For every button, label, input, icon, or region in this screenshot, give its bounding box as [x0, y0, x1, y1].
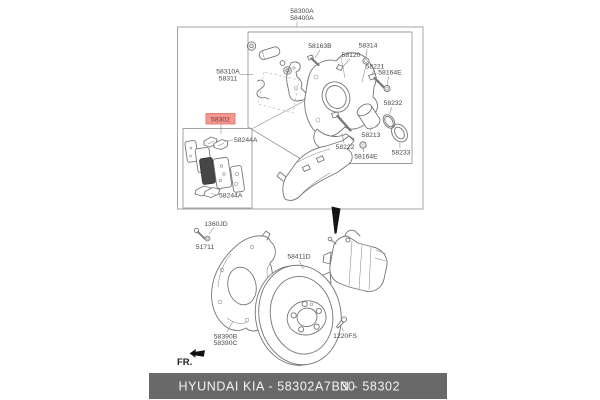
label-FR: FR.: [177, 357, 193, 368]
label-58120: 58120: [341, 52, 361, 59]
label-58232: 58232: [383, 100, 403, 107]
assembly-number-bottom: 58400A: [290, 15, 314, 22]
label-58163B: 58163B: [308, 43, 332, 50]
label-58164E-upper: 58164E: [378, 69, 402, 77]
leader-1220FS: [342, 328, 344, 332]
label-58310A: 58310A: [216, 68, 240, 76]
label-58244A-lower: 58244A: [219, 192, 243, 200]
brake-pad-kit-drawing: [185, 137, 245, 198]
caliper-assembly-body: [330, 236, 387, 291]
label-58244A-upper: 58244A: [234, 137, 258, 144]
label-51711: 51711: [195, 244, 215, 251]
mounting-bolt-drawing: [194, 228, 210, 241]
leader-58164E-upper: [387, 77, 389, 86]
assy-pin-head: [328, 237, 332, 241]
label-58390B: 58390B: [213, 333, 238, 341]
leader-58164E-lower: [363, 149, 364, 153]
washer-58164E-lower-icon: [360, 142, 366, 148]
projection-line: [253, 98, 312, 129]
bolt-1360JD-shaft: [198, 232, 205, 239]
label-58411D: 58411D: [287, 253, 311, 261]
assy-pin: [331, 240, 336, 244]
pad-outer-icon: [213, 157, 232, 189]
wire-spring-icon: [257, 80, 269, 99]
label-58164E-lower: 58164E: [354, 153, 378, 161]
footer-part-code: HYUNDAI KIA - 58302A7B30: [178, 379, 356, 394]
label-58314: 58314: [358, 42, 378, 50]
leader-58232: [390, 107, 393, 114]
label-58222: 58222: [335, 144, 355, 151]
spring-hole: [293, 67, 295, 69]
label-1220FS: 1220FS: [333, 333, 357, 340]
assy-tab1: [323, 252, 331, 264]
label-1360JD: 1360JD: [204, 221, 228, 228]
bolt-58163B-shaft: [312, 59, 319, 66]
footer-ref-code: N - 58302: [339, 379, 401, 394]
label-58221: 58221: [365, 63, 385, 71]
pad-shim-right-icon: [230, 165, 245, 192]
label-58311: 58311: [218, 75, 238, 83]
nut-51711-icon: [205, 236, 210, 241]
cap-icon: [247, 42, 255, 50]
label-58302[interactable]: 58302: [211, 116, 230, 124]
seal-58232-icon: [381, 113, 397, 131]
caliper-assembly-drawing: [323, 230, 387, 291]
assembly-number-top: 58300A: [290, 8, 314, 15]
leader-58163B: [315, 50, 320, 58]
label-58390C: 58390C: [213, 340, 238, 347]
washer-ring-icon: [280, 61, 285, 66]
caliper-top-bridge: [345, 230, 360, 236]
label-58233: 58233: [391, 149, 411, 157]
leader-58314: [366, 50, 367, 58]
label-58213: 58213: [361, 132, 381, 139]
guide-pin-icon: [258, 46, 281, 61]
leader-1360JD: [209, 228, 214, 235]
washer-58164E-upper-icon: [384, 86, 390, 92]
cap-inner: [250, 44, 254, 48]
boot-58233-icon: [388, 121, 411, 145]
pointer-arrow-icon: [332, 207, 341, 234]
